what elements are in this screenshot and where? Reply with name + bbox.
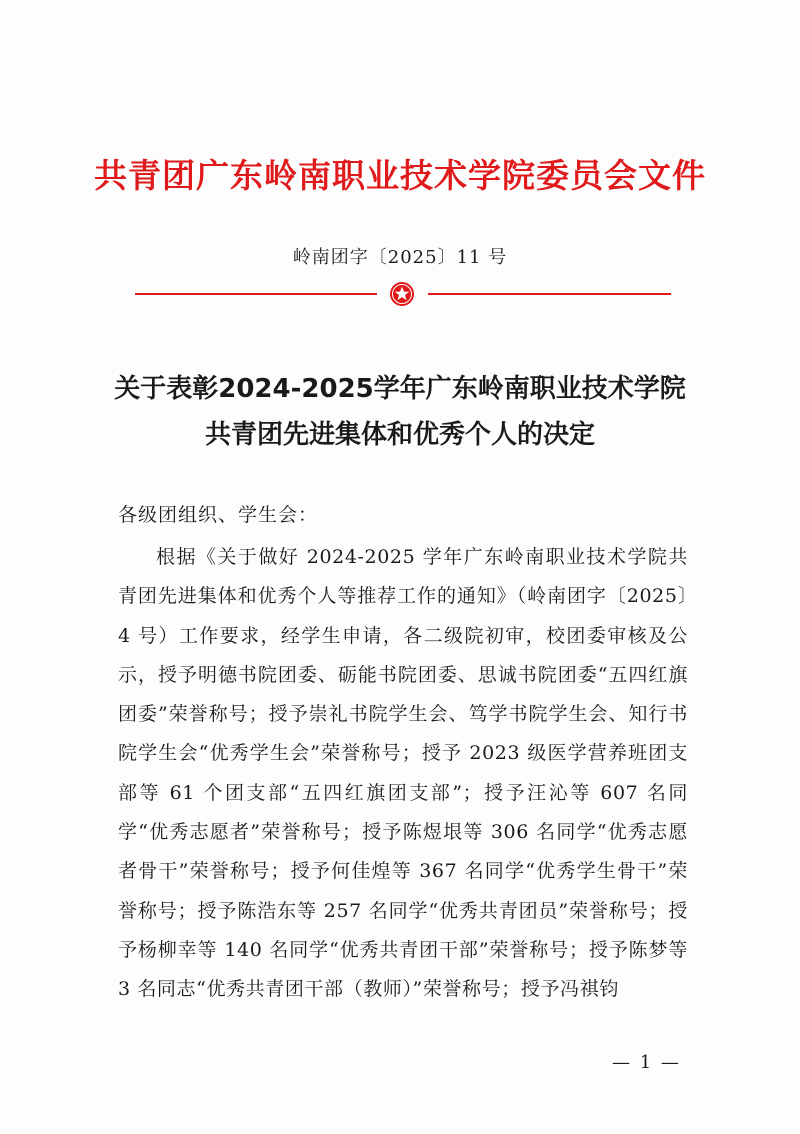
document-number: 岭南团字〔2025〕11 号	[292, 247, 508, 268]
separator-line-right	[428, 293, 671, 295]
document-title-line-1: 关于表彰2024-2025学年广东岭南职业技术学院	[114, 374, 686, 404]
document-title-line-2: 共青团先进集体和优秀个人的决定	[204, 420, 595, 450]
salutation: 各级团组织、学生会：	[118, 504, 319, 526]
issuer-heading: 共青团广东岭南职业技术学院委员会文件	[94, 156, 706, 195]
body-paragraph: 根据《关于做好 2024-2025 学年广东岭南职业技术学院共青团先进集体和优秀个人等推荐工作的通知》（岭南团字〔2025〕4 号）工作要求，经学生申请，各二级院初审，校团委审核及公示，授予明德书院团委、砺能书院团委、思诚书院团委“五四红旗团委”荣誉称号；授予崇礼书院学生会、笃学书院学生会、知行书院学生会“优秀学生会”荣誉称号；授予 2023 级医学营养班团支部等 61 个团支部“五四红旗团支部”；授予汪沁等 607 名同学“优秀志愿者”荣誉称号；授予陈煜垠等 306 名同学“优秀志愿者骨干”荣誉称号；授予何佳煌等 367 名同学“优秀学生骨干”荣誉称号；授予陈浩东等 257 名同学“优秀共青团员”荣誉称号；授予杨柳幸等 140 名同学“优秀共青团干部”荣誉称号；授予陈梦等 3 名同志“优秀共青团干部（教师）”荣誉称号；授予冯祺钧	[118, 546, 688, 1001]
page-number: — 1 —	[612, 1052, 681, 1073]
separator-line-left	[135, 293, 377, 295]
red-star-icon	[389, 281, 415, 307]
